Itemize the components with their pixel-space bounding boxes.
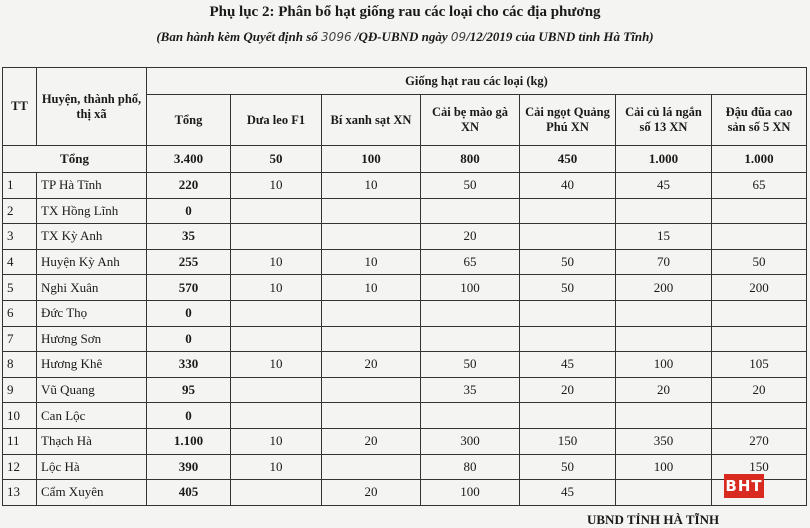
- row-value-cell: [712, 326, 807, 352]
- row-value-cell: [322, 300, 421, 326]
- row-value-cell: 10: [231, 352, 322, 378]
- row-value-cell: 10: [322, 249, 421, 275]
- row-total-cell: 390: [147, 454, 231, 480]
- row-value-cell: 20: [616, 377, 712, 403]
- row-value-cell: 65: [421, 249, 520, 275]
- row-value-cell: 10: [231, 249, 322, 275]
- table-row: [3, 352, 807, 378]
- row-tt: 2: [3, 198, 37, 224]
- header-column: Tổng: [147, 95, 231, 146]
- total-cell: 1.000: [616, 146, 712, 173]
- row-value-cell: [322, 403, 421, 429]
- row-value-cell: 10: [322, 173, 421, 199]
- row-total-cell: 255: [147, 249, 231, 275]
- row-tt: 13: [3, 480, 37, 506]
- row-value-cell: 10: [322, 275, 421, 301]
- header-column: Đậu đũa cao sản số 5 XN: [712, 95, 807, 146]
- row-value-cell: 150: [712, 454, 807, 480]
- table-row: [3, 275, 807, 301]
- row-total-cell: 1.100: [147, 428, 231, 454]
- decision-day: 09: [450, 30, 467, 44]
- table-row: [3, 326, 807, 352]
- row-total-cell: 95: [147, 377, 231, 403]
- row-value-cell: [231, 326, 322, 352]
- header-district: Huyện, thành phố, thị xã: [37, 68, 147, 146]
- total-row: [3, 146, 807, 173]
- row-tt: 8: [3, 352, 37, 378]
- row-total-cell: 405: [147, 480, 231, 506]
- subtitle-suffix: /12/2019 của UBND tỉnh Hà Tĩnh): [466, 29, 654, 44]
- row-value-cell: [421, 326, 520, 352]
- row-district-name: Hương Khê: [37, 352, 147, 378]
- row-tt: 3: [3, 224, 37, 250]
- header-column: Dưa leo F1: [231, 95, 322, 146]
- row-district-name: Huyện Kỳ Anh: [37, 249, 147, 275]
- total-cell: 800: [421, 146, 520, 173]
- row-total-cell: 0: [147, 403, 231, 429]
- row-tt: 9: [3, 377, 37, 403]
- footer-signature: UBND TỈNH HÀ TĨNH: [587, 512, 720, 527]
- row-value-cell: [322, 224, 421, 250]
- header-tt: TT: [3, 68, 37, 146]
- row-value-cell: [712, 198, 807, 224]
- allocation-table: [2, 67, 807, 506]
- row-value-cell: 300: [421, 428, 520, 454]
- row-value-cell: 45: [616, 173, 712, 199]
- row-tt: 7: [3, 326, 37, 352]
- row-district-name: TP Hà Tĩnh: [37, 173, 147, 199]
- row-value-cell: 20: [322, 352, 421, 378]
- row-value-cell: [712, 403, 807, 429]
- row-value-cell: 20: [421, 224, 520, 250]
- table-row: [3, 403, 807, 429]
- header-seed-group: Giống hạt rau các loại (kg): [147, 68, 807, 95]
- row-value-cell: [520, 198, 616, 224]
- table-row: [3, 300, 807, 326]
- row-value-cell: 35: [421, 377, 520, 403]
- row-value-cell: 50: [712, 249, 807, 275]
- table-row: [3, 173, 807, 199]
- row-value-cell: [231, 224, 322, 250]
- row-value-cell: [616, 480, 712, 506]
- row-total-cell: 0: [147, 300, 231, 326]
- total-cell: 450: [520, 146, 616, 173]
- row-value-cell: [231, 300, 322, 326]
- row-value-cell: 105: [712, 352, 807, 378]
- row-value-cell: [712, 224, 807, 250]
- table-row: [3, 198, 807, 224]
- subtitle-mid: /QĐ-UBND ngày: [354, 29, 448, 44]
- row-value-cell: [421, 300, 520, 326]
- total-cell: 50: [231, 146, 322, 173]
- table-row: [3, 377, 807, 403]
- row-value-cell: [616, 300, 712, 326]
- row-district-name: TX Hồng Lĩnh: [37, 198, 147, 224]
- row-tt: 4: [3, 249, 37, 275]
- document-title: Phụ lục 2: Phân bổ hạt giống rau các loại cho các địa phương: [209, 4, 601, 20]
- row-value-cell: [322, 326, 421, 352]
- table-row: [3, 224, 807, 250]
- row-value-cell: [322, 454, 421, 480]
- table-row: [3, 428, 807, 454]
- row-tt: 1: [3, 173, 37, 199]
- row-district-name: TX Kỳ Anh: [37, 224, 147, 250]
- row-value-cell: [520, 300, 616, 326]
- row-total-cell: 330: [147, 352, 231, 378]
- row-value-cell: [616, 326, 712, 352]
- row-value-cell: 10: [231, 173, 322, 199]
- row-tt: 10: [3, 403, 37, 429]
- row-value-cell: 50: [421, 352, 520, 378]
- row-value-cell: 100: [616, 352, 712, 378]
- row-value-cell: [616, 403, 712, 429]
- row-value-cell: 200: [616, 275, 712, 301]
- header-column: Bí xanh sạt XN: [322, 95, 421, 146]
- row-value-cell: [520, 224, 616, 250]
- row-value-cell: [520, 326, 616, 352]
- row-value-cell: 50: [421, 173, 520, 199]
- row-value-cell: [231, 377, 322, 403]
- row-value-cell: 15: [616, 224, 712, 250]
- row-value-cell: [322, 198, 421, 224]
- row-tt: 12: [3, 454, 37, 480]
- total-cell: 1.000: [712, 146, 807, 173]
- table-row: [3, 249, 807, 275]
- row-value-cell: 50: [520, 454, 616, 480]
- row-value-cell: [712, 300, 807, 326]
- row-total-cell: 570: [147, 275, 231, 301]
- decision-number: 3096: [321, 30, 352, 44]
- row-total-cell: 220: [147, 173, 231, 199]
- row-value-cell: 20: [322, 428, 421, 454]
- row-district-name: Đức Thọ: [37, 300, 147, 326]
- row-value-cell: 65: [712, 173, 807, 199]
- row-value-cell: 100: [616, 454, 712, 480]
- row-value-cell: 40: [520, 173, 616, 199]
- row-district-name: Cẩm Xuyên: [37, 480, 147, 506]
- row-value-cell: [231, 198, 322, 224]
- row-value-cell: 20: [520, 377, 616, 403]
- row-value-cell: 20: [322, 480, 421, 506]
- row-value-cell: 270: [712, 428, 807, 454]
- row-total-cell: 0: [147, 198, 231, 224]
- header-column: Cải bẹ mào gà XN: [421, 95, 520, 146]
- row-total-cell: 35: [147, 224, 231, 250]
- row-tt: 11: [3, 428, 37, 454]
- table-row: [3, 454, 807, 480]
- row-value-cell: [231, 480, 322, 506]
- total-cell: 3.400: [147, 146, 231, 173]
- row-value-cell: [322, 377, 421, 403]
- row-tt: 6: [3, 300, 37, 326]
- header-column: Cải củ lá ngắn số 13 XN: [616, 95, 712, 146]
- row-value-cell: 10: [231, 454, 322, 480]
- row-value-cell: 100: [421, 480, 520, 506]
- row-total-cell: 0: [147, 326, 231, 352]
- row-district-name: Thạch Hà: [37, 428, 147, 454]
- row-value-cell: 45: [520, 352, 616, 378]
- row-value-cell: 350: [616, 428, 712, 454]
- row-value-cell: 100: [421, 275, 520, 301]
- row-district-name: Hương Sơn: [37, 326, 147, 352]
- row-value-cell: 45: [520, 480, 616, 506]
- row-value-cell: [421, 198, 520, 224]
- row-district-name: Lộc Hà: [37, 454, 147, 480]
- row-value-cell: 150: [520, 428, 616, 454]
- table-row: [3, 480, 807, 506]
- row-value-cell: 10: [231, 275, 322, 301]
- row-value-cell: [421, 403, 520, 429]
- header-column: Cải ngọt Quảng Phú XN: [520, 95, 616, 146]
- row-district-name: Nghi Xuân: [37, 275, 147, 301]
- row-value-cell: [520, 403, 616, 429]
- row-value-cell: [231, 403, 322, 429]
- row-district-name: Vũ Quang: [37, 377, 147, 403]
- row-value-cell: 200: [712, 275, 807, 301]
- row-tt: 5: [3, 275, 37, 301]
- row-value-cell: 70: [616, 249, 712, 275]
- total-label: Tổng: [3, 146, 147, 173]
- row-district-name: Can Lộc: [37, 403, 147, 429]
- document-subtitle: [0, 29, 810, 45]
- row-value-cell: 50: [520, 249, 616, 275]
- subtitle-prefix: (Ban hành kèm Quyết định số: [156, 29, 318, 44]
- row-value-cell: 50: [520, 275, 616, 301]
- row-value-cell: 80: [421, 454, 520, 480]
- bht-watermark-logo: BHT: [724, 474, 764, 498]
- row-value-cell: 20: [712, 377, 807, 403]
- row-value-cell: 10: [231, 428, 322, 454]
- total-cell: 100: [322, 146, 421, 173]
- row-value-cell: [616, 198, 712, 224]
